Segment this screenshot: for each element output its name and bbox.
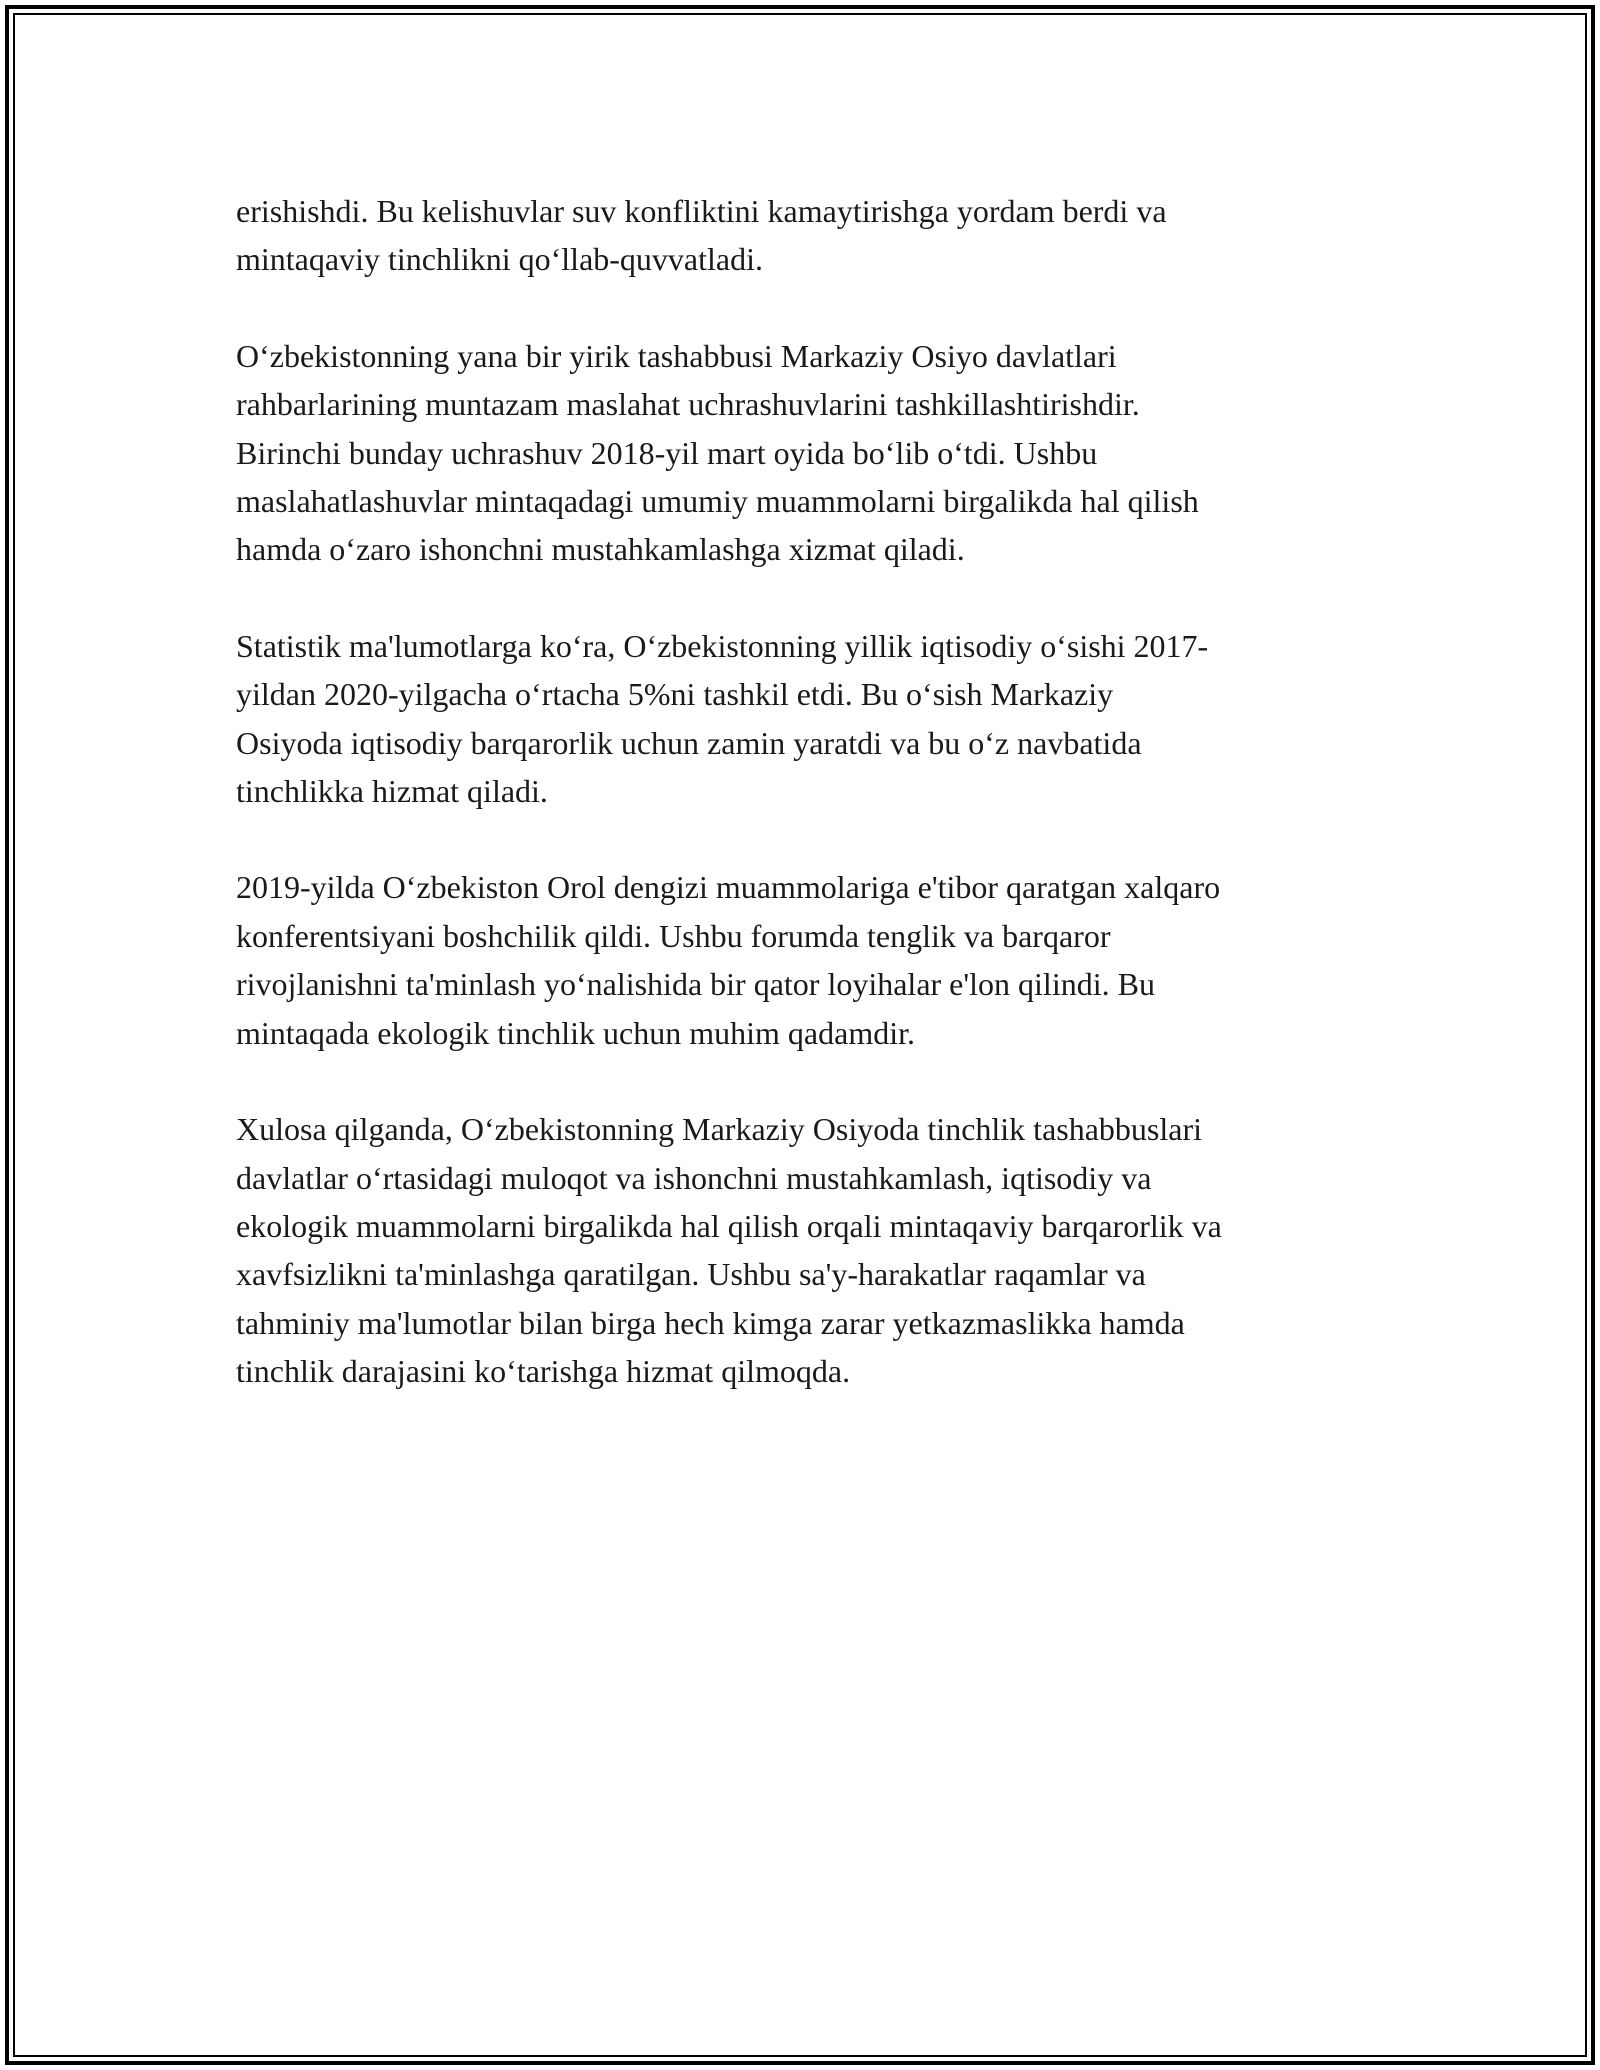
text-line: yildan 2020-yilgacha o‘rtacha 5%ni tashkil etdi. Bu o‘sish Markaziy [236,676,1114,713]
text-line: tinchlikka hizmat qiladi. [236,773,548,810]
text-line: Birinchi bunday uchrashuv 2018-yil mart oyida bo‘lib o‘tdi. Ushbu [236,434,1098,471]
paragraph-3 [236,622,1376,816]
text-line: konferentsiyani boshchilik qildi. Ushbu forumda tenglik va barqaror [236,917,1111,954]
text-line: rivojlanishni ta'minlash yo‘nalishida bir qator loyihalar e'lon qilindi. Bu [236,966,1155,1003]
paragraph-1 [236,187,1376,284]
paragraph-5 [236,1105,1376,1395]
text-line: maslahatlashuvlar mintaqadagi umumiy muammolarni birgalikda hal qilish [236,483,1199,520]
text-line: Statistik ma'lumotlarga ko‘ra, O‘zbekistonning yillik iqtisodiy o‘sishi 2017- [236,627,1209,664]
text-line: hamda o‘zaro ishonchni mustahkamlashga xizmat qiladi. [236,531,965,568]
text-line: mintaqada ekologik tinchlik uchun muhim qadamdir. [236,1014,915,1051]
document-body [236,187,1376,1396]
text-line: tinchlik darajasini ko‘tarishga hizmat qilmoqda. [236,1353,851,1390]
paragraph-2 [236,332,1376,574]
text-line: rahbarlarining muntazam maslahat uchrashuvlarini tashkillashtirishdir. [236,386,1140,423]
text-line: O‘zbekistonning yana bir yirik tashabbusi Markaziy Osiyo davlatlari [236,337,1117,374]
text-line: ekologik muammolarni birgalikda hal qilish orqali mintaqaviy barqarorlik va [236,1207,1222,1244]
text-line: 2019-yilda O‘zbekiston Orol dengizi muammolariga e'tibor qaratgan xalqaro [236,869,1221,906]
text-line: Xulosa qilganda, O‘zbekistonning Markaziy Osiyoda tinchlik tashabbuslari [236,1111,1203,1148]
text-line: mintaqaviy tinchlikni qo‘llab-quvvatladi. [236,241,763,278]
text-line: xavfsizlikni ta'minlashga qaratilgan. Ushbu sa'y-harakatlar raqamlar va [236,1256,1146,1293]
text-line: Osiyoda iqtisodiy barqarorlik uchun zamin yaratdi va bu o‘z navbatida [236,724,1142,761]
paragraph-4 [236,863,1376,1057]
text-line: davlatlar o‘rtasidagi muloqot va ishonchni mustahkamlash, iqtisodiy va [236,1159,1152,1196]
text-line: erishishdi. Bu kelishuvlar suv konfliktini kamaytirishga yordam berdi va [236,193,1167,229]
text-line: tahminiy ma'lumotlar bilan birga hech kimga zarar yetkazmaslikka hamda [236,1304,1185,1341]
